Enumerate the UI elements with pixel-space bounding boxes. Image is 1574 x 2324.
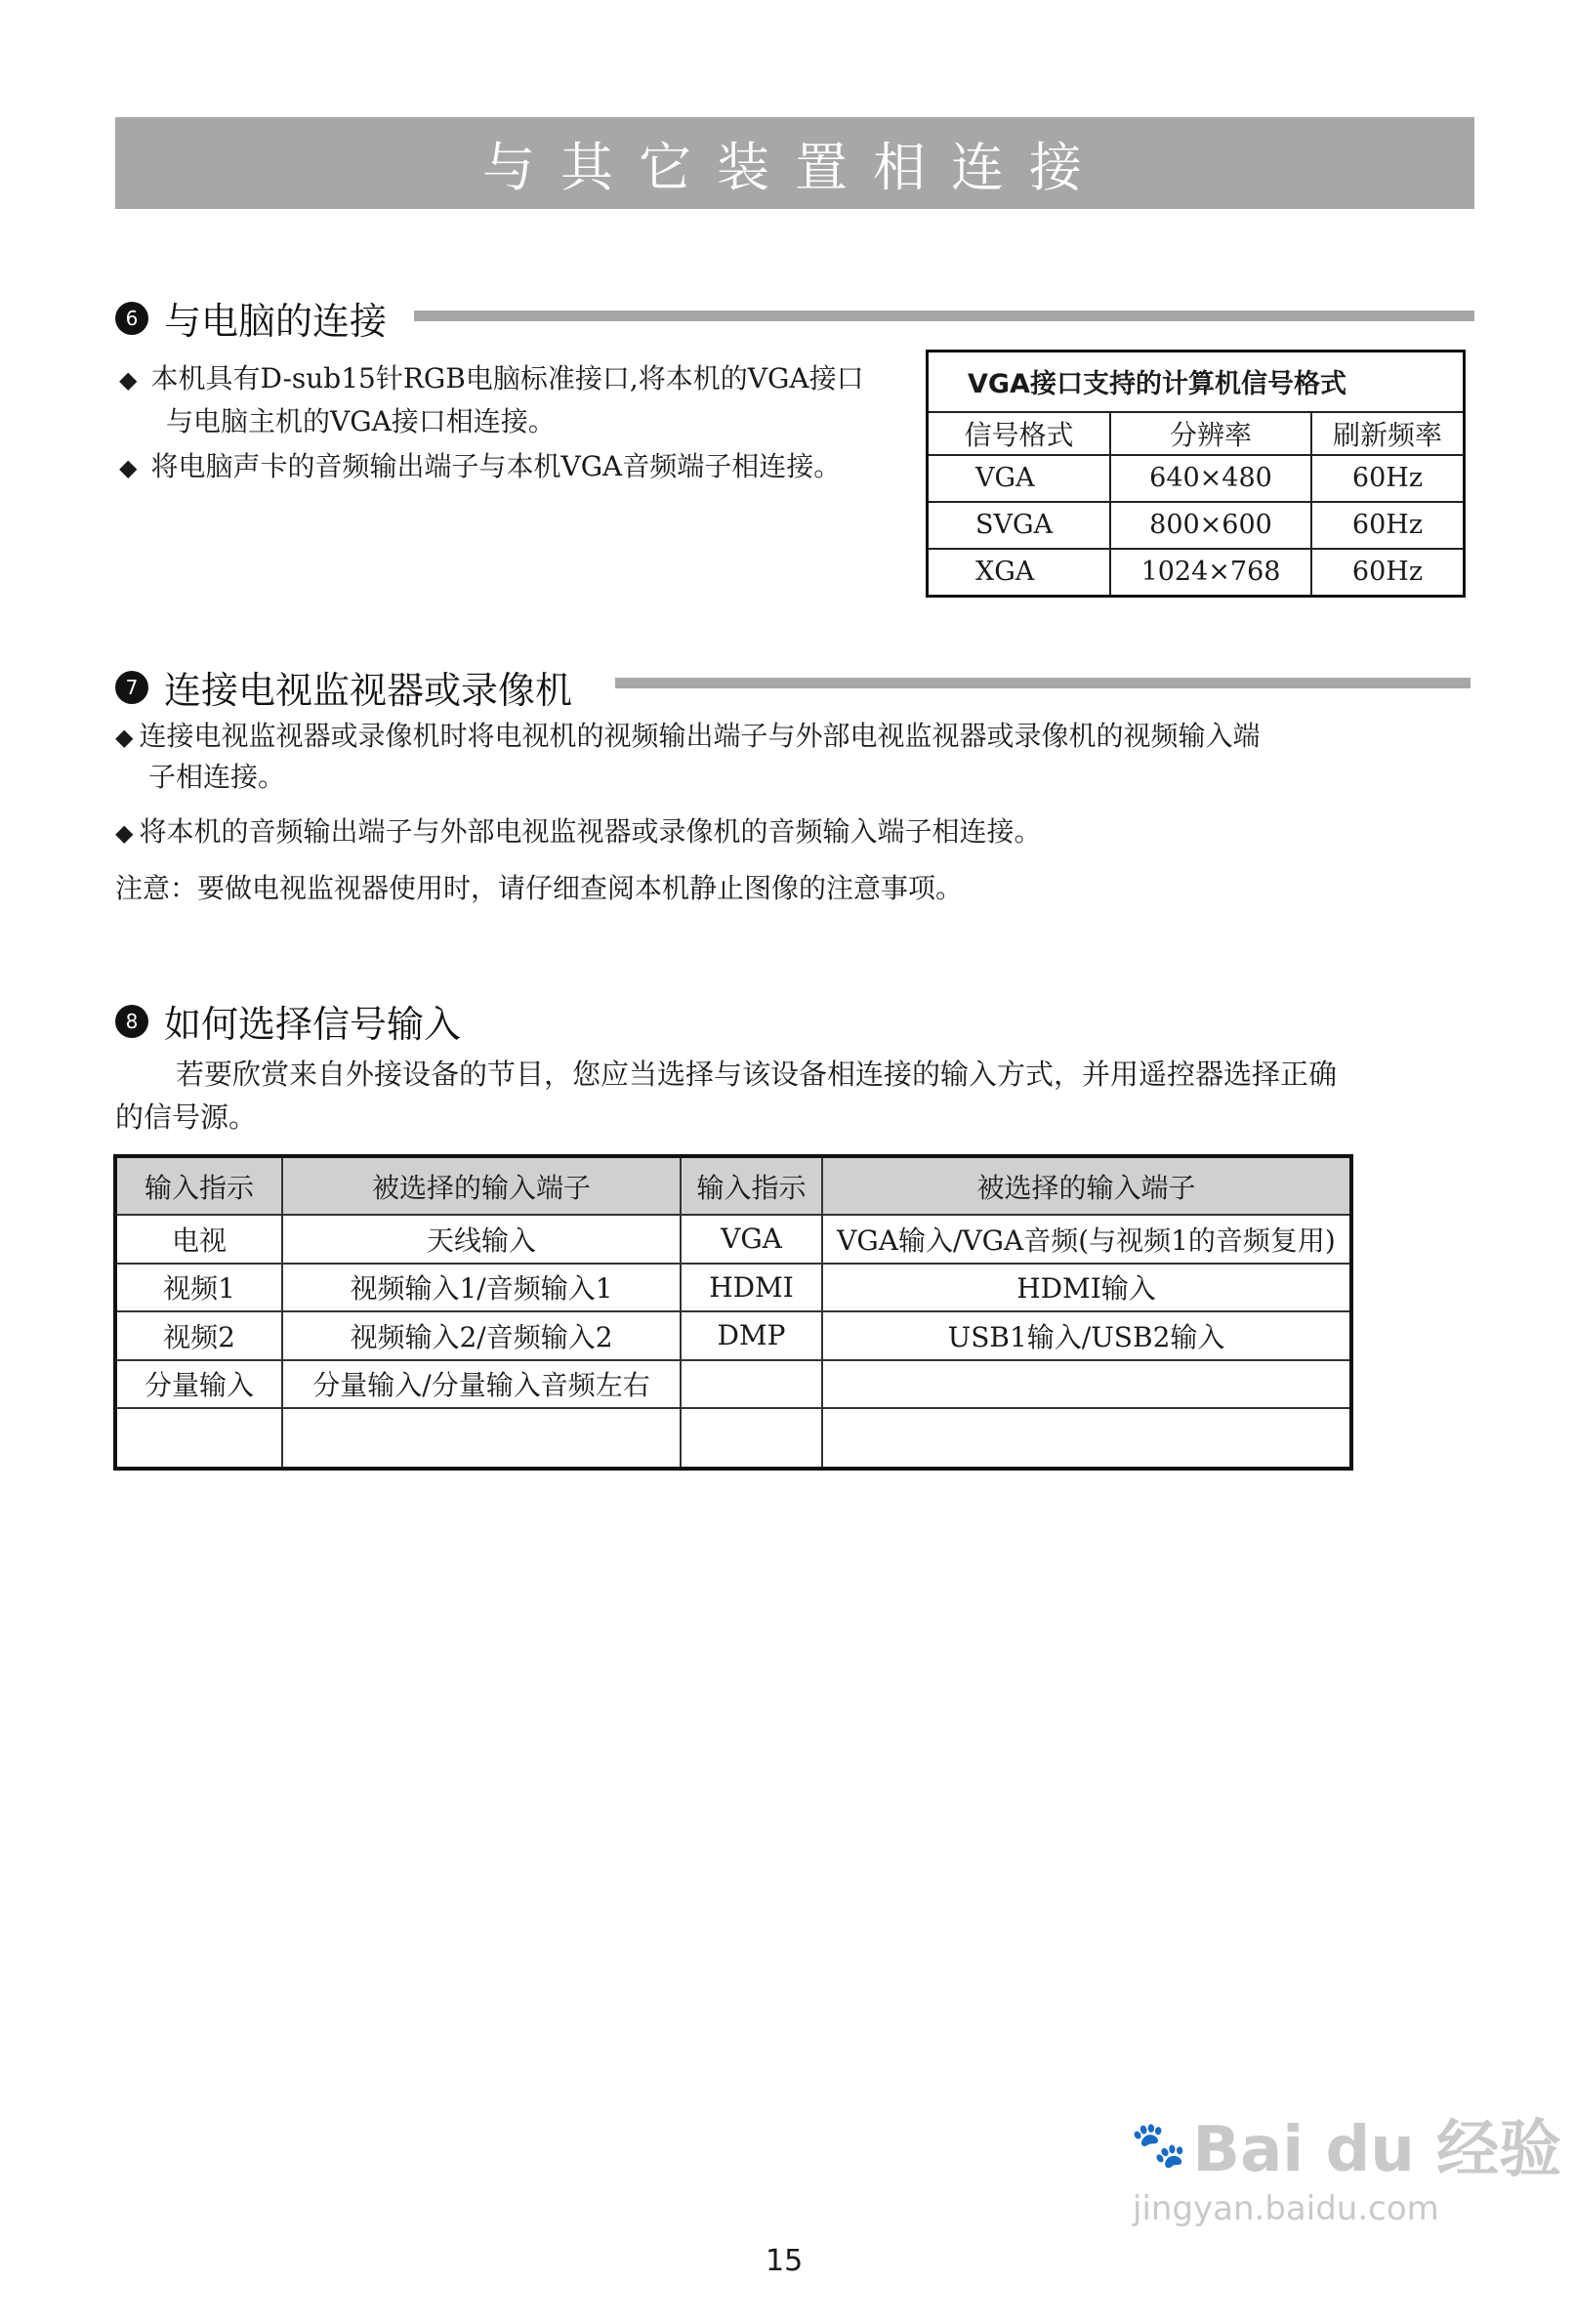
bullet-diamond-icon: ◆ bbox=[115, 819, 134, 847]
s6-bullet-1-line-1: 本机具有D-sub15针RGB电脑标准接口,将本机的VGA接口 bbox=[150, 362, 864, 394]
table-row bbox=[115, 1311, 1351, 1360]
vga-cell: 1024×768 bbox=[1110, 549, 1311, 597]
section-7-number: 7 bbox=[115, 671, 148, 704]
paw-icon: 🐾 bbox=[1131, 2117, 1187, 2171]
input-cell: 视频1 bbox=[115, 1264, 282, 1312]
s6-bullet-2 bbox=[119, 445, 841, 489]
section-8-title: 如何选择信号输入 bbox=[164, 1003, 462, 1046]
vga-cell: 640×480 bbox=[1110, 455, 1311, 502]
note-text: 注意：要做电视监视器使用时，请仔细查阅本机静止图像的注意事项。 bbox=[115, 872, 964, 904]
bullet-diamond-icon: ◆ bbox=[115, 724, 134, 751]
input-cell: USB1输入/USB2输入 bbox=[822, 1311, 1351, 1360]
table-row bbox=[115, 1360, 1351, 1409]
vga-table-caption: VGA接口支持的计算机信号格式 bbox=[928, 352, 1465, 412]
input-cell: VGA输入/VGA音频(与视频1的音频复用) bbox=[822, 1215, 1351, 1264]
section-6-number: 6 bbox=[115, 302, 148, 335]
section-8-number: 8 bbox=[115, 1005, 148, 1038]
s7-bullet-2-line-1: 将本机的音频输出端子与外部电视监视器或录像机的音频输入端子相连接。 bbox=[139, 815, 1042, 848]
vga-cell: XGA bbox=[928, 549, 1111, 597]
s7-bullet-2 bbox=[115, 810, 1041, 854]
input-cell: 视频2 bbox=[115, 1311, 282, 1360]
bullet-diamond-icon: ◆ bbox=[119, 454, 138, 481]
table-row bbox=[928, 455, 1465, 502]
input-cell: 视频输入1/音频输入1 bbox=[282, 1264, 681, 1312]
input-cell: 视频输入2/音频输入2 bbox=[282, 1311, 681, 1360]
input-header-cell: 输入指示 bbox=[681, 1156, 822, 1215]
input-cell bbox=[681, 1360, 822, 1409]
input-cell: VGA bbox=[681, 1215, 822, 1264]
table-header-row bbox=[115, 1156, 1351, 1215]
table-row bbox=[115, 1264, 1351, 1312]
vga-cell: 60Hz bbox=[1311, 549, 1465, 597]
section-8-heading bbox=[115, 994, 461, 1048]
baidu-watermark bbox=[1125, 2099, 1561, 2228]
s7-bullet-1-line-1: 连接电视监视器或录像机时将电视机的视频输出端子与外部电视监视器或录像机的视频输入端 bbox=[139, 720, 1261, 752]
s7-bullet-1-line-2: 子相连接。 bbox=[148, 761, 286, 793]
watermark-brand: Bai du 经验 bbox=[1192, 2114, 1562, 2186]
bullet-diamond-icon: ◆ bbox=[119, 366, 138, 394]
section-7-title: 连接电视监视器或录像机 bbox=[164, 669, 573, 712]
vga-cell: 800×600 bbox=[1110, 502, 1311, 549]
input-select-table bbox=[113, 1154, 1353, 1471]
vga-signal-table bbox=[926, 350, 1466, 598]
input-cell bbox=[282, 1408, 681, 1469]
input-cell: 天线输入 bbox=[282, 1215, 681, 1264]
vga-cell: SVGA bbox=[928, 502, 1111, 549]
vga-cell: 60Hz bbox=[1311, 455, 1465, 502]
vga-cell: VGA bbox=[928, 455, 1111, 502]
s6-bullet-1-line-2: 与电脑主机的VGA接口相连接。 bbox=[166, 405, 556, 437]
table-row bbox=[928, 502, 1465, 549]
vga-cell: 60Hz bbox=[1311, 502, 1465, 549]
table-row bbox=[928, 549, 1465, 597]
input-header-cell: 被选择的输入端子 bbox=[822, 1156, 1351, 1215]
s8-paragraph-line-2: 的信号源。 bbox=[115, 1100, 258, 1134]
input-cell bbox=[822, 1360, 1351, 1409]
table-row bbox=[115, 1408, 1351, 1469]
input-cell: 电视 bbox=[115, 1215, 282, 1264]
input-cell bbox=[822, 1408, 1351, 1469]
watermark-url: jingyan.baidu.com bbox=[1133, 2189, 1439, 2228]
input-cell: HDMI输入 bbox=[822, 1264, 1351, 1312]
input-header-cell: 输入指示 bbox=[115, 1156, 282, 1215]
s7-bullet-1 bbox=[115, 715, 1260, 759]
section-7-rule bbox=[615, 678, 1470, 688]
page-number: 15 bbox=[766, 2244, 804, 2278]
input-header-cell: 被选择的输入端子 bbox=[282, 1156, 681, 1215]
table-row bbox=[115, 1215, 1351, 1264]
input-cell: 分量输入/分量输入音频左右 bbox=[282, 1360, 681, 1409]
page-title: 与其它装置相连接 bbox=[115, 117, 1474, 209]
input-cell: HDMI bbox=[681, 1264, 822, 1312]
section-7-heading bbox=[115, 660, 572, 714]
section-6-title: 与电脑的连接 bbox=[164, 300, 388, 343]
section-6-rule bbox=[414, 311, 1474, 321]
input-cell bbox=[115, 1408, 282, 1469]
vga-header-cell: 信号格式 bbox=[928, 412, 1111, 455]
vga-header-cell: 刷新频率 bbox=[1311, 412, 1465, 455]
section-6-heading bbox=[115, 291, 387, 345]
s6-bullet-1 bbox=[119, 357, 864, 401]
input-cell: DMP bbox=[681, 1311, 822, 1360]
input-cell: 分量输入 bbox=[115, 1360, 282, 1409]
s8-paragraph-line-1: 若要欣赏来自外接设备的节目，您应当选择与该设备相连接的输入方式，并用遥控器选择正确 bbox=[176, 1058, 1338, 1091]
input-cell bbox=[681, 1408, 822, 1469]
s6-bullet-2-line-1: 将电脑声卡的音频输出端子与本机VGA音频端子相连接。 bbox=[150, 450, 842, 482]
vga-header-cell: 分辨率 bbox=[1110, 412, 1311, 455]
